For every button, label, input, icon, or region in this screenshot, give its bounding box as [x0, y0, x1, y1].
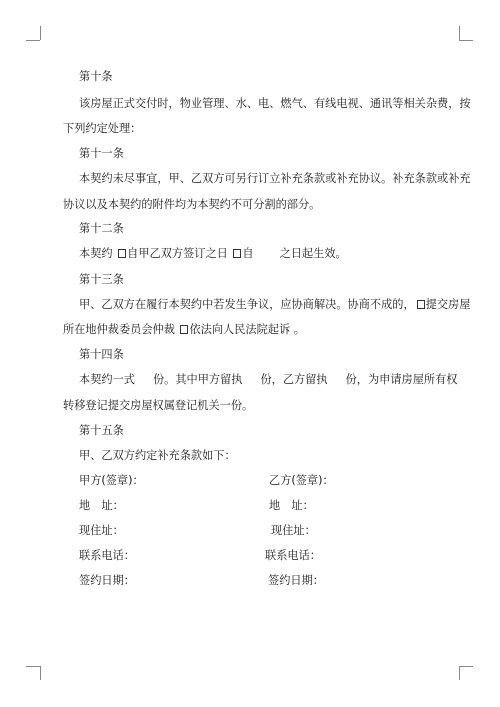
article-13-line1-option: 提交房屋: [425, 298, 471, 311]
party-b-residence-label: 现住址：: [271, 524, 316, 537]
article-12-text: [79, 247, 347, 261]
article-13-title: 第十三条: [79, 273, 124, 286]
article-14-text-line1: [79, 373, 458, 387]
party-a-address-label: 地 址：: [79, 499, 124, 512]
article-11-text-line1: 本契约未尽事宜，甲、乙双方可另行订立补充条款或补充协议。补充条款或补充: [79, 172, 471, 185]
article-10-text-line2: 下列约定处理：: [63, 122, 142, 135]
checkbox-effective-on-signing[interactable]: [118, 249, 126, 258]
party-b-date-label: 签约日期：: [268, 574, 324, 587]
article-15-title: 第十五条: [79, 424, 124, 437]
party-b-signature-label: 乙方(签章)：: [269, 474, 334, 487]
article-11-title: 第十一条: [79, 147, 124, 160]
party-b-phone-label: 联系电话：: [265, 549, 321, 562]
party-b-address-label: 地 址：: [269, 499, 314, 512]
article-14-p1: 本契约一式: [79, 373, 135, 386]
article-12-option2: 自: [242, 247, 254, 260]
article-10-text-line1: 该房屋正式交付时，物业管理、水、电、燃气、有线电视、通讯等相关杂费，按: [79, 97, 471, 110]
article-13-text-line2: [63, 323, 305, 337]
party-a-phone-label: 联系电话：: [79, 549, 135, 562]
article-15-text-line1: 甲、乙双方约定补充条款如下：: [79, 449, 236, 462]
article-14-p3: 份，乙方留执: [260, 373, 328, 386]
article-13-line2-option: 依法向人民法院起诉 。: [189, 323, 305, 336]
article-14-p4: 份，为申请房屋所有权: [345, 373, 458, 386]
article-13-text-line1: [79, 298, 470, 312]
article-13-line1-text: 甲、乙双方在履行本契约中若发生争议，应协商解决。协商不成的，: [79, 298, 415, 311]
checkbox-effective-from-date[interactable]: [233, 249, 241, 258]
article-10-title: 第十条: [79, 70, 113, 83]
party-a-residence-label: 现住址：: [79, 524, 124, 537]
article-12-title: 第十二条: [79, 222, 124, 235]
article-13-line2-text: 所在地仲裁委员会仲裁: [63, 323, 175, 336]
article-12-prefix: 本契约: [79, 247, 113, 260]
checkbox-arbitration[interactable]: [417, 300, 425, 309]
article-14-text-line2: 转移登记提交房屋权属登记机关一份。: [63, 399, 254, 412]
article-14-p2: 份。其中甲方留执: [152, 373, 243, 386]
article-12-option1: 自甲乙双方签订之日: [127, 247, 228, 260]
article-12-suffix: 之日起生效。: [279, 247, 347, 260]
party-a-signature-label: 甲方(签章)：: [79, 474, 144, 487]
article-11-text-line2: 协议以及本契约的附件均为本契约不可分割的部分。: [63, 198, 321, 211]
checkbox-court[interactable]: [180, 325, 188, 334]
party-a-date-label: 签约日期：: [79, 574, 135, 587]
article-14-title: 第十四条: [79, 348, 124, 361]
